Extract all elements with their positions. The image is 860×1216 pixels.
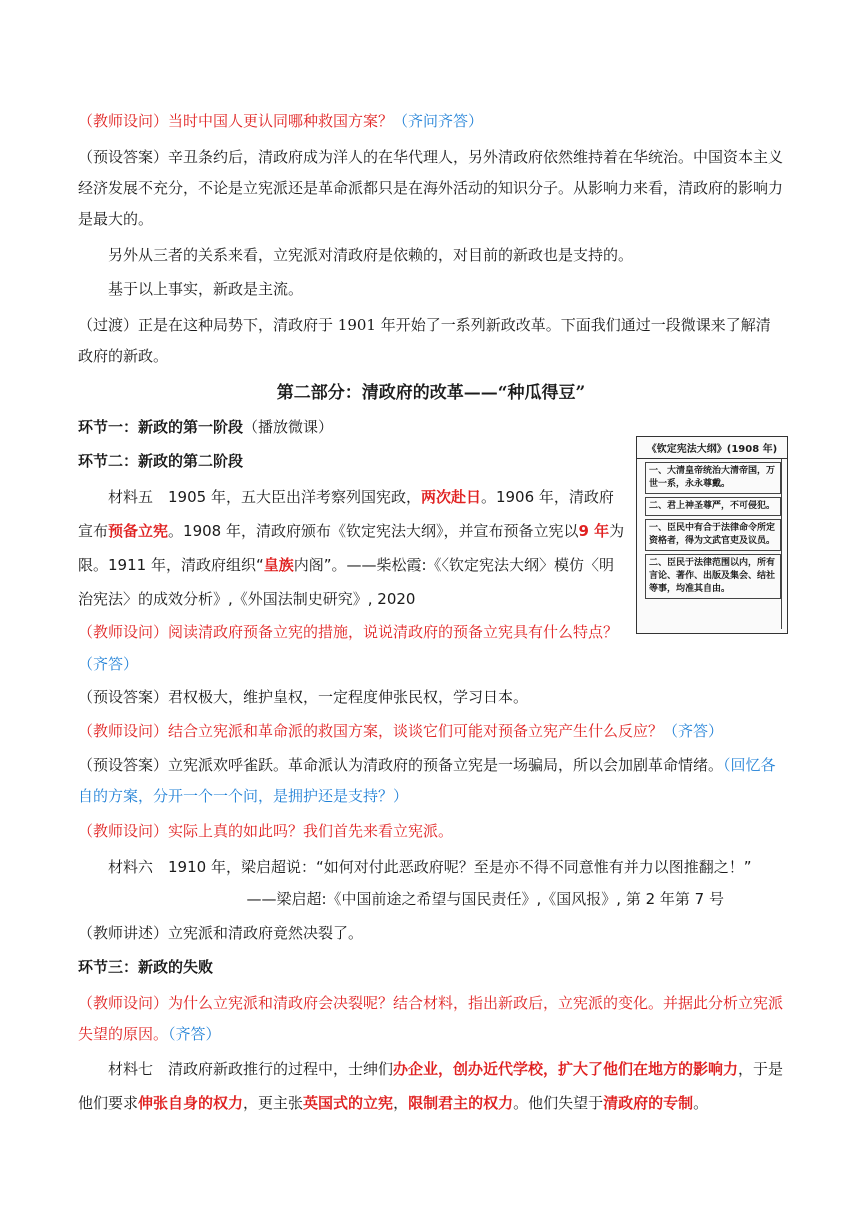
transition-paragraph: （过渡）正是在这种局势下，清政府于 1901 年开始了一系列新政改革。下面我们通过一段微课来了解清政府的新政。 xyxy=(78,316,771,365)
section-1-heading: 环节一：新政的第一阶段（播放微课） xyxy=(78,418,334,436)
material-6: 材料六 1910 年，梁启超说：“如何对付此恶政府呢？至是亦不得不同意惟有并力以图推翻之！” xyxy=(108,858,752,876)
constitution-item: 二、君上神圣尊严，不可侵犯。 xyxy=(645,497,781,516)
constitution-item: 一、臣民中有合于法律命令所定资格者，得为文武官吏及议员。 xyxy=(645,519,781,551)
constitution-item: 一、大清皇帝统治大清帝国，万世一系，永永尊戴。 xyxy=(645,462,781,494)
material-5: 材料五 1905 年，五大臣出洋考察列国宪政，两次赴日。1906 年，清政府宣布预备立宪。1908 年，清政府颁布《钦定宪法大纲》，并宣布预备立宪以9 年为限。1911 年，清政府组织“皇族内阁”。——柴松霞:《〈钦定宪法大纲〉模仿〈明治宪法〉的成效分析》,《外国法制史研究》, 2020 xyxy=(78,488,625,608)
preset-answer-2: （预设答案）君权极大，维护皇权，一定程度伸张民权，学习日本。 xyxy=(78,688,529,706)
image-border-line xyxy=(781,459,785,629)
material-6-source: ——梁启超:《中国前途之希望与国民责任》,《国风报》, 第 2 年第 7 号 xyxy=(246,890,724,908)
teacher-question-2: （教师设问）阅读清政府预备立宪的措施，说说清政府的预备立宪具有什么特点？ （齐答） xyxy=(78,623,619,673)
constitution-outline-header: 《钦定宪法大纲》(1908 年) xyxy=(637,437,787,459)
conclusion-paragraph: 基于以上事实，新政是主流。 xyxy=(108,280,304,298)
constitution-outline-image xyxy=(636,436,788,634)
preset-answer-1: （预设答案）辛丑条约后，清政府成为洋人的在华代理人，另外清政府依然维持着在华统治。中国资本主义经济发展不充分，不论是立宪派还是革命派都只是在海外活动的知识分子。从影响力来看，清政府的影响力是最大的。 xyxy=(78,148,784,228)
teacher-question-4: （教师设问）实际上真的如此吗？我们首先来看立宪派。 xyxy=(78,822,454,840)
preset-answer-3: （预设答案）立宪派欢呼雀跃。革命派认为清政府的预备立宪是一场骗局，所以会加剧革命情绪。（回忆各自的方案，分开一个一个问，是拥护还是支持？） xyxy=(78,756,776,805)
teacher-question-1: （教师设问）当时中国人更认同哪种救国方案？（齐问齐答） xyxy=(78,112,484,130)
section-2-heading: 环节二：新政的第二阶段 xyxy=(78,452,244,470)
material-7: 材料七 清政府新政推行的过程中，士绅们办企业，创办近代学校，扩大了他们在地方的影响力，于是他们要求伸张自身的权力，更主张英国式的立宪，限制君主的权力。他们失望于清政府的专制。 xyxy=(78,1060,784,1112)
teacher-question-3: （教师设问）结合立宪派和革命派的救国方案，谈谈它们可能对预备立宪产生什么反应？（齐答） xyxy=(78,722,724,740)
relation-paragraph: 另外从三者的关系来看，立宪派对清政府是依赖的，对目前的新政也是支持的。 xyxy=(108,246,634,264)
constitution-item: 二、臣民于法律范围以内，所有言论、著作、出版及集会、结社等事，均准其自由。 xyxy=(645,554,781,599)
part2-title: 第二部分：清政府的改革——“种瓜得豆” xyxy=(276,383,586,403)
section-3-heading: 环节三：新政的失败 xyxy=(78,958,214,976)
teacher-narration: （教师讲述）立宪派和清政府竟然决裂了。 xyxy=(78,924,364,942)
teacher-question-5: （教师设问）为什么立宪派和清政府会决裂呢？结合材料，指出新政后，立宪派的变化。并据此分析立宪派失望的原因。（齐答） xyxy=(78,994,784,1043)
